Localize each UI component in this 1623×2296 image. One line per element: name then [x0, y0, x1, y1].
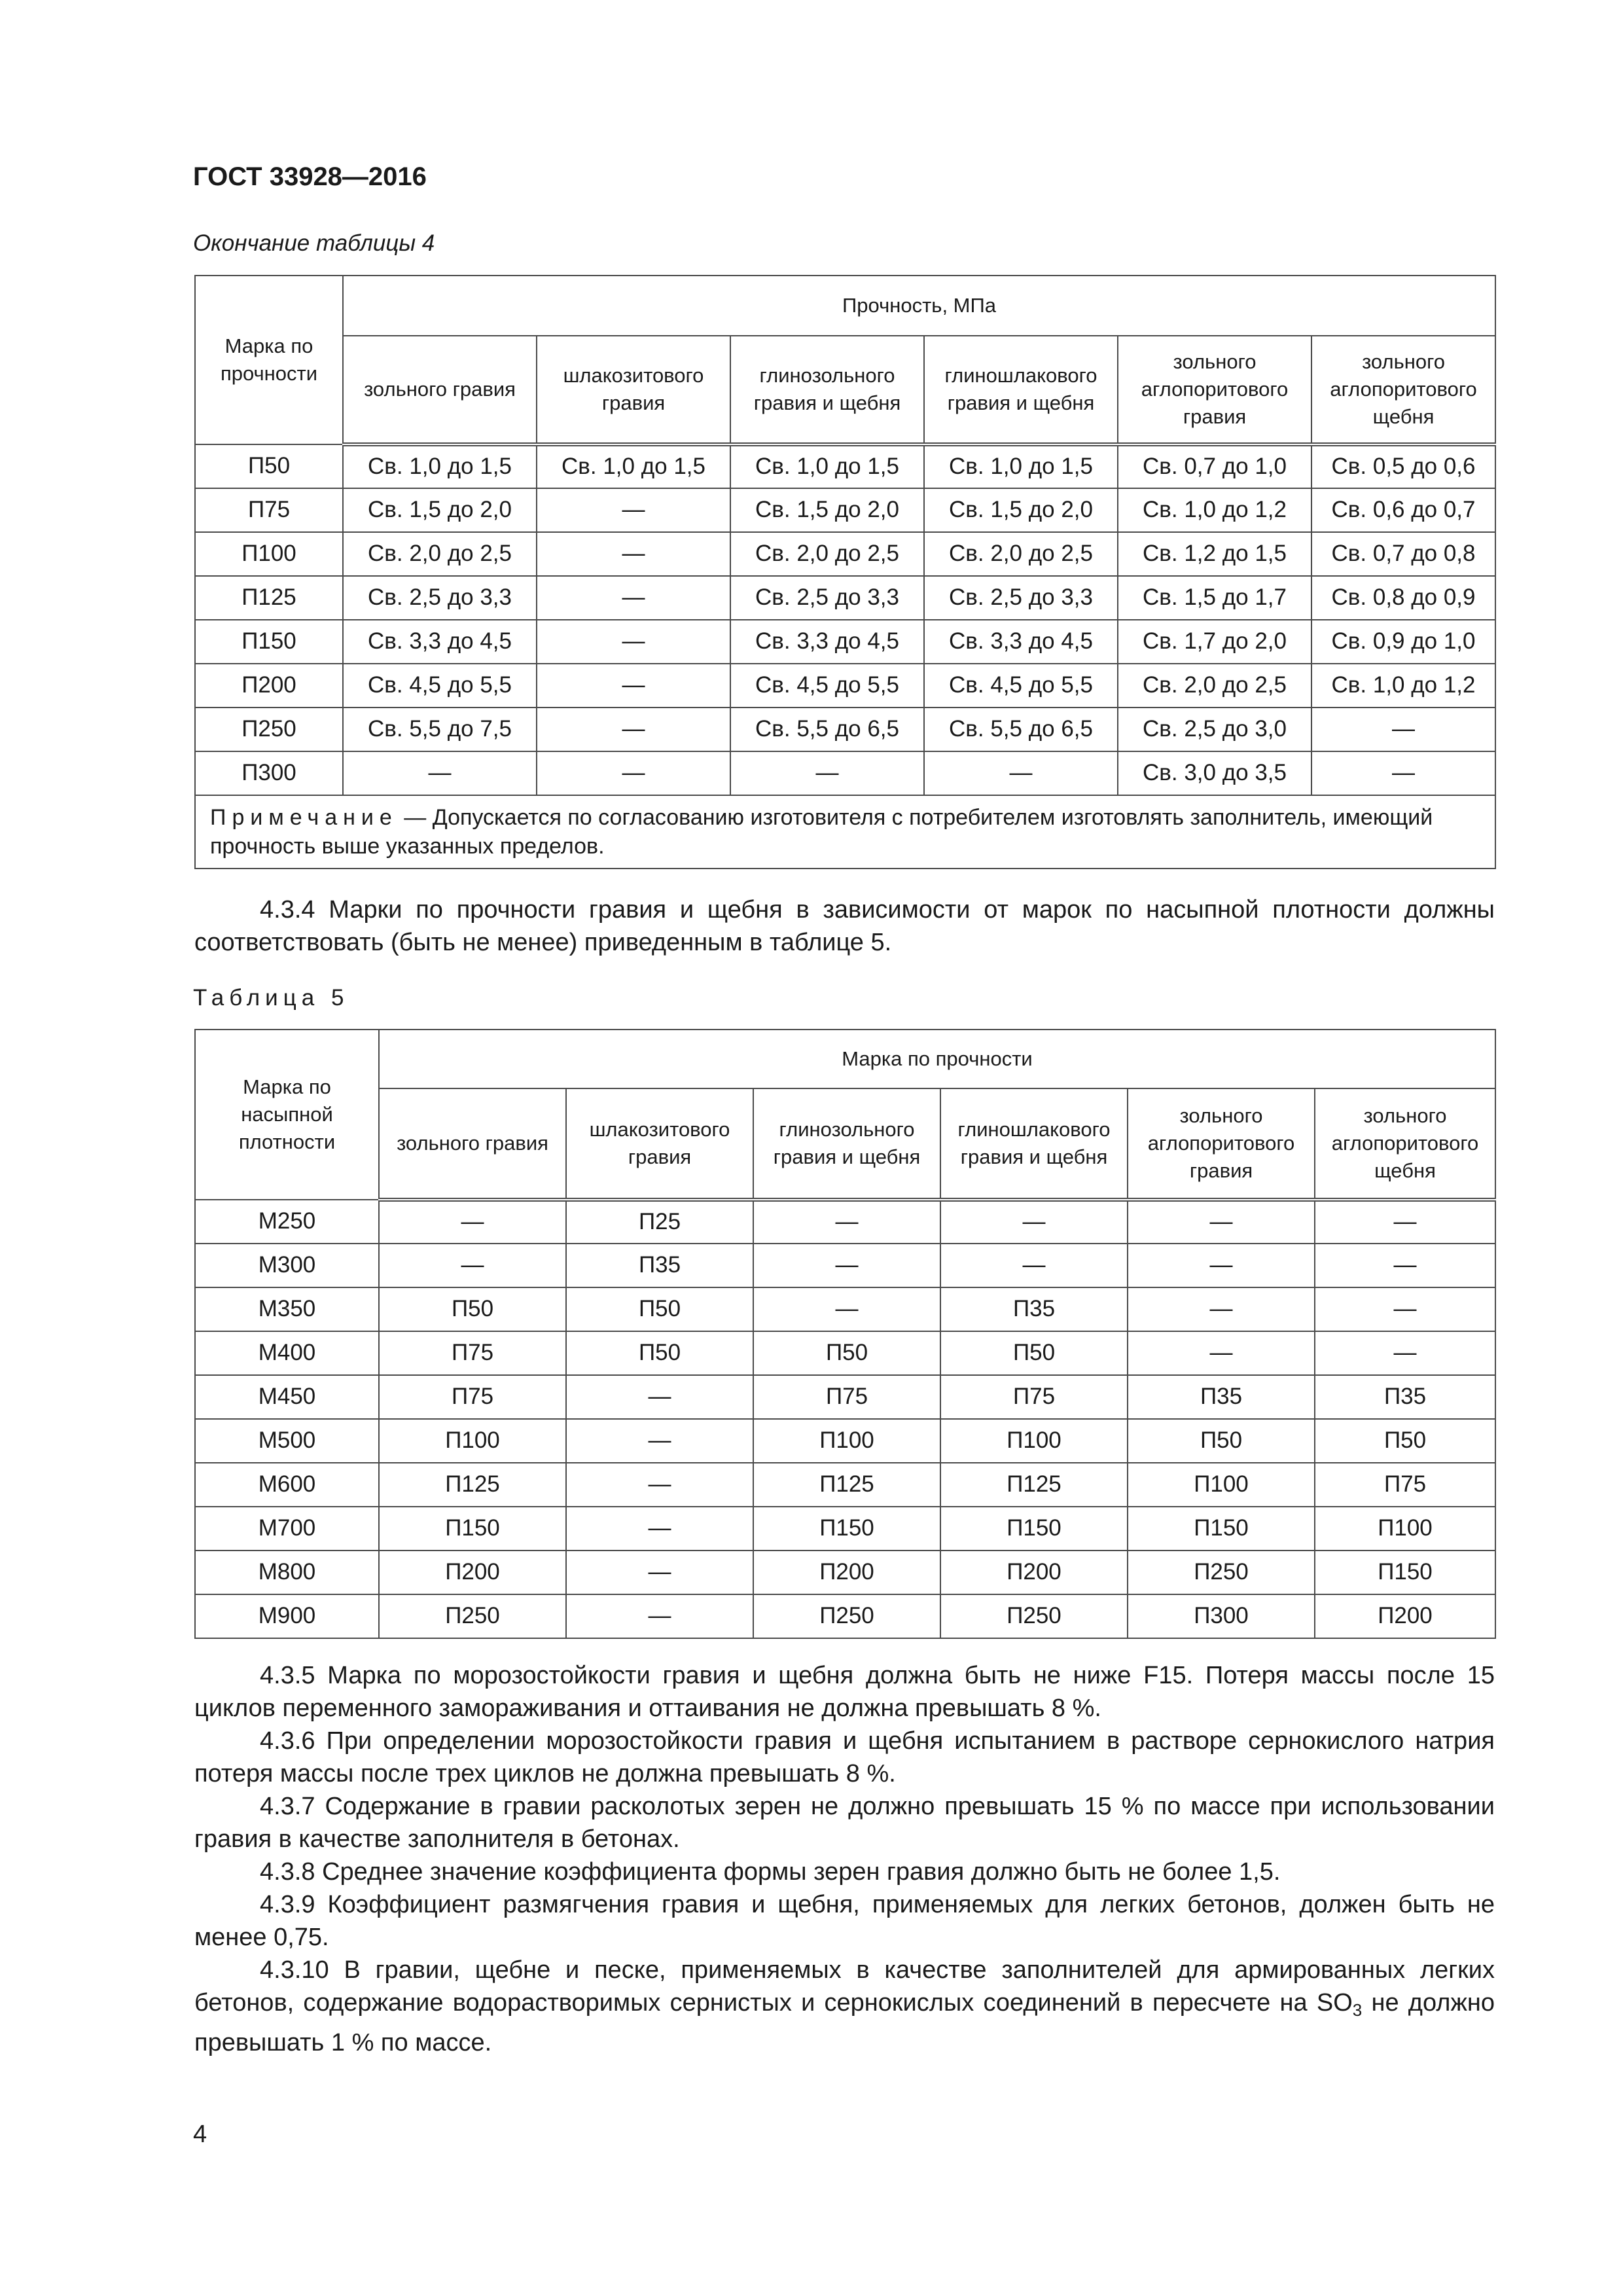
table5-col-header: шлакозитового гравия — [566, 1088, 753, 1200]
table4-row-label: П100 — [195, 532, 343, 576]
table5-row-label: М250 — [195, 1200, 379, 1244]
table4-col-header: глинозольного гравия и щебня — [730, 336, 924, 444]
table5-row-label: М600 — [195, 1463, 379, 1507]
table5-cell: П50 — [940, 1331, 1128, 1375]
table5-cell: П150 — [753, 1507, 940, 1551]
table5-col-header: зольного аглопоритового гравия — [1128, 1088, 1315, 1200]
table4-row — [195, 576, 1495, 620]
table5-row-label: М800 — [195, 1551, 379, 1594]
table5-cell: П150 — [1315, 1551, 1495, 1594]
table4-cell: Св. 3,0 до 3,5 — [1118, 751, 1311, 795]
table4-cell: Св. 1,0 до 1,5 — [924, 444, 1118, 488]
table4-cell: Св. 4,5 до 5,5 — [924, 664, 1118, 708]
table5-row — [195, 1594, 1495, 1638]
table5-cell: П150 — [940, 1507, 1128, 1551]
table4-cell: Св. 2,0 до 2,5 — [1118, 664, 1311, 708]
table5-row — [195, 1551, 1495, 1594]
paragraph-4-3-4: 4.3.4 Марки по прочности гравия и щебня в зависимости от марок по насыпной плотности должны соответствовать (быть не менее) приведенным в таблице 5. — [194, 896, 1495, 956]
table5-cell: П75 — [379, 1331, 566, 1375]
table5-cell: П75 — [1315, 1463, 1495, 1507]
table5-row-label: М400 — [195, 1331, 379, 1375]
table5-row-label: М700 — [195, 1507, 379, 1551]
table5-cell: П50 — [1315, 1419, 1495, 1463]
table4-cell: — — [537, 664, 730, 708]
table5-col-header: глиношлакового гравия и щебня — [940, 1088, 1128, 1200]
table4-cell: Св. 3,3 до 4,5 — [343, 620, 537, 664]
table5-cell: П100 — [1315, 1507, 1495, 1551]
table4-col-header: зольного аглопоритового щебня — [1311, 336, 1495, 444]
table5-cell: П50 — [1128, 1419, 1315, 1463]
table5-cell: П200 — [940, 1551, 1128, 1594]
note-text: — Допускается по согласованию изготовителя с потребителем изготовлять заполнитель, имеющий прочность выше указанных пределов. — [210, 804, 1433, 859]
table5-cell: П25 — [566, 1200, 753, 1244]
table5-cell: П35 — [940, 1287, 1128, 1331]
table4-row — [195, 620, 1495, 664]
table4-cell: Св. 1,5 до 2,0 — [924, 488, 1118, 532]
table5-cell: П35 — [1128, 1375, 1315, 1419]
table5-cell: П100 — [940, 1419, 1128, 1463]
table4-cell: Св. 2,5 до 3,3 — [343, 576, 537, 620]
table4-col-header: глиношлакового гравия и щебня — [924, 336, 1118, 444]
table4-cell: Св. 1,7 до 2,0 — [1118, 620, 1311, 664]
note-label: Примечание — [210, 804, 398, 830]
table5-cell: — — [940, 1200, 1128, 1244]
table5-cell: П200 — [753, 1551, 940, 1594]
so3-subscript: 3 — [1352, 2000, 1363, 2020]
table4-cell: Св. 5,5 до 6,5 — [924, 708, 1118, 751]
page-number: 4 — [193, 2121, 207, 2148]
table4-row-label: П150 — [195, 620, 343, 664]
table4-cell: Св. 2,0 до 2,5 — [924, 532, 1118, 576]
table4-cell: Св. 0,7 до 1,0 — [1118, 444, 1311, 488]
table4-cell: — — [537, 532, 730, 576]
paragraph: 4.3.7 Содержание в гравии расколотых зерен не должно превышать 15 % по массе при использовании гравия в качестве заполнителя в бетонах. — [194, 1793, 1495, 1853]
table4-row-label: П250 — [195, 708, 343, 751]
table5 — [194, 1029, 1496, 1639]
table5-cell: П200 — [1315, 1594, 1495, 1638]
table4-cell: Св. 4,5 до 5,5 — [730, 664, 924, 708]
table4-cell: Св. 1,0 до 1,5 — [730, 444, 924, 488]
table5-col-header: зольного гравия — [379, 1088, 566, 1200]
table5-cell: — — [1128, 1200, 1315, 1244]
table5-cell: — — [1128, 1331, 1315, 1375]
table4-cell: Св. 1,5 до 2,0 — [730, 488, 924, 532]
table5-cell: — — [1315, 1200, 1495, 1244]
table5-cell: П125 — [753, 1463, 940, 1507]
table4-cell: — — [924, 751, 1118, 795]
section-paragraphs — [194, 1659, 1495, 2059]
table5-cell: П75 — [940, 1375, 1128, 1419]
table5-cell: — — [566, 1594, 753, 1638]
table4-group-header: Прочность, МПа — [343, 276, 1495, 336]
table5-cell: — — [1315, 1331, 1495, 1375]
table5-row — [195, 1200, 1495, 1244]
table4-cell: Св. 3,3 до 4,5 — [730, 620, 924, 664]
table4-row-label: П50 — [195, 444, 343, 488]
table5-cell: П250 — [379, 1594, 566, 1638]
table4-cell: — — [1311, 708, 1495, 751]
table4-row — [195, 708, 1495, 751]
table5-cell: — — [753, 1244, 940, 1287]
paragraph: 4.3.5 Марка по морозостойкости гравия и щебня должна быть не ниже F15. Потеря массы после 15 циклов переменного замораживания и оттаивания не должна превышать 8 %. — [194, 1662, 1495, 1722]
table4-col-header: шлакозитового гравия — [537, 336, 730, 444]
table5-cell: — — [753, 1200, 940, 1244]
paragraph-4-3-10: 4.3.10 В гравии, щебне и песке, применяемых в качестве заполнителей для армированных легких бетонов, содержание водорастворимых сернистых и сернокислых соединений в пересчете на $SO_3$ не должно превышать 1 % по массе. — [194, 1956, 1495, 2056]
table4-caption: Окончание таблицы 4 — [193, 230, 435, 256]
table5-col-header: зольного аглопоритового щебня — [1315, 1088, 1495, 1200]
table4-row-label: П300 — [195, 751, 343, 795]
table4-cell: Св. 1,0 до 1,5 — [537, 444, 730, 488]
table4 — [194, 275, 1496, 869]
table5-cell: П200 — [379, 1551, 566, 1594]
table5-row-label: М500 — [195, 1419, 379, 1463]
table5-cell: — — [566, 1375, 753, 1419]
table4-cell: — — [537, 576, 730, 620]
table4-col-header: зольного гравия — [343, 336, 537, 444]
table5-col-header: глинозольного гравия и щебня — [753, 1088, 940, 1200]
table4-cell: Св. 4,5 до 5,5 — [343, 664, 537, 708]
table4-cell: Св. 1,0 до 1,2 — [1118, 488, 1311, 532]
table5-cell: — — [1128, 1244, 1315, 1287]
table4-cell: — — [1311, 751, 1495, 795]
table4-cell: — — [537, 620, 730, 664]
table5-row — [195, 1419, 1495, 1463]
table5-cell: П50 — [566, 1287, 753, 1331]
paragraph: 4.3.6 При определении морозостойкости гравия и щебня испытанием в растворе сернокислого натрия потеря массы после трех циклов не должна превышать 8 %. — [194, 1727, 1495, 1787]
table4-cell: Св. 1,0 до 1,2 — [1311, 664, 1495, 708]
table5-row-label: М450 — [195, 1375, 379, 1419]
table4-cell: Св. 5,5 до 7,5 — [343, 708, 537, 751]
table4-row-label: П75 — [195, 488, 343, 532]
table4-row-header: Марка по прочности — [195, 276, 343, 444]
table4-row — [195, 444, 1495, 488]
table4-cell: Св. 0,8 до 0,9 — [1311, 576, 1495, 620]
table5-cell: П75 — [379, 1375, 566, 1419]
table5-cell: — — [566, 1463, 753, 1507]
table4-cell: Св. 1,5 до 1,7 — [1118, 576, 1311, 620]
table5-cell: П35 — [1315, 1375, 1495, 1419]
table5-group-header: Марка по прочности — [379, 1030, 1495, 1088]
table5-label: Таблица 5 — [193, 985, 349, 1011]
table4-cell: Св. 1,5 до 2,0 — [343, 488, 537, 532]
table5-cell: П100 — [1128, 1463, 1315, 1507]
table5-row-label: М300 — [195, 1244, 379, 1287]
table4-cell: Св. 0,7 до 0,8 — [1311, 532, 1495, 576]
table5-cell: П35 — [566, 1244, 753, 1287]
table5-row — [195, 1244, 1495, 1287]
table5-cell: — — [940, 1244, 1128, 1287]
table5-cell: П100 — [753, 1419, 940, 1463]
table5-cell: П75 — [753, 1375, 940, 1419]
table4-cell: Св. 2,0 до 2,5 — [730, 532, 924, 576]
table4-cell: Св. 0,6 до 0,7 — [1311, 488, 1495, 532]
table5-row — [195, 1287, 1495, 1331]
table5-cell: П250 — [1128, 1551, 1315, 1594]
table5-cell: — — [566, 1551, 753, 1594]
table5-row — [195, 1507, 1495, 1551]
table5-cell: — — [1315, 1287, 1495, 1331]
table4-cell: Св. 1,0 до 1,5 — [343, 444, 537, 488]
table4-row-label: П125 — [195, 576, 343, 620]
table5-row — [195, 1331, 1495, 1375]
table5-row-label: М900 — [195, 1594, 379, 1638]
table4-cell: Св. 5,5 до 6,5 — [730, 708, 924, 751]
table4-cell: — — [343, 751, 537, 795]
table5-cell: — — [566, 1419, 753, 1463]
table5-row-label: М350 — [195, 1287, 379, 1331]
table5-cell: — — [1315, 1244, 1495, 1287]
table4-cell: Св. 2,5 до 3,3 — [924, 576, 1118, 620]
table4-cell: — — [537, 488, 730, 532]
table4-cell: Св. 0,5 до 0,6 — [1311, 444, 1495, 488]
table4-cell: Св. 1,2 до 1,5 — [1118, 532, 1311, 576]
table4-cell: — — [730, 751, 924, 795]
table4-note — [195, 795, 1495, 869]
table5-cell: П300 — [1128, 1594, 1315, 1638]
table4-cell: Св. 2,5 до 3,3 — [730, 576, 924, 620]
table5-cell: П50 — [379, 1287, 566, 1331]
table4-cell: Св. 0,9 до 1,0 — [1311, 620, 1495, 664]
table5-cell: П150 — [379, 1507, 566, 1551]
table4-row — [195, 664, 1495, 708]
table4-cell: — — [537, 708, 730, 751]
table4-row — [195, 751, 1495, 795]
table5-row-header: Марка по насыпной плотности — [195, 1030, 379, 1200]
table5-cell: — — [379, 1200, 566, 1244]
table4-cell: Св. 2,5 до 3,0 — [1118, 708, 1311, 751]
table5-cell: — — [753, 1287, 940, 1331]
table5-cell: — — [1128, 1287, 1315, 1331]
table5-cell: П125 — [940, 1463, 1128, 1507]
table5-cell: П250 — [753, 1594, 940, 1638]
table5-row — [195, 1375, 1495, 1419]
table5-cell: — — [379, 1244, 566, 1287]
table4-row-label: П200 — [195, 664, 343, 708]
table4-col-header: зольного аглопоритового гравия — [1118, 336, 1311, 444]
paragraph: 4.3.9 Коэффициент размягчения гравия и щебня, применяемых для легких бетонов, должен быть не менее 0,75. — [194, 1891, 1495, 1951]
table4-cell: Св. 3,3 до 4,5 — [924, 620, 1118, 664]
table5-cell: — — [566, 1507, 753, 1551]
table4-row — [195, 532, 1495, 576]
table4-row — [195, 488, 1495, 532]
table5-cell: П150 — [1128, 1507, 1315, 1551]
table5-cell: П125 — [379, 1463, 566, 1507]
table5-cell: П100 — [379, 1419, 566, 1463]
table4-cell: Св. 2,0 до 2,5 — [343, 532, 537, 576]
document-title: ГОСТ 33928—2016 — [193, 162, 427, 191]
table5-cell: П50 — [566, 1331, 753, 1375]
table5-cell: П50 — [753, 1331, 940, 1375]
paragraph: 4.3.8 Среднее значение коэффициента формы зерен гравия должно быть не более 1,5. — [260, 1858, 1281, 1886]
table5-cell: П250 — [940, 1594, 1128, 1638]
table4-cell: — — [537, 751, 730, 795]
table5-row — [195, 1463, 1495, 1507]
